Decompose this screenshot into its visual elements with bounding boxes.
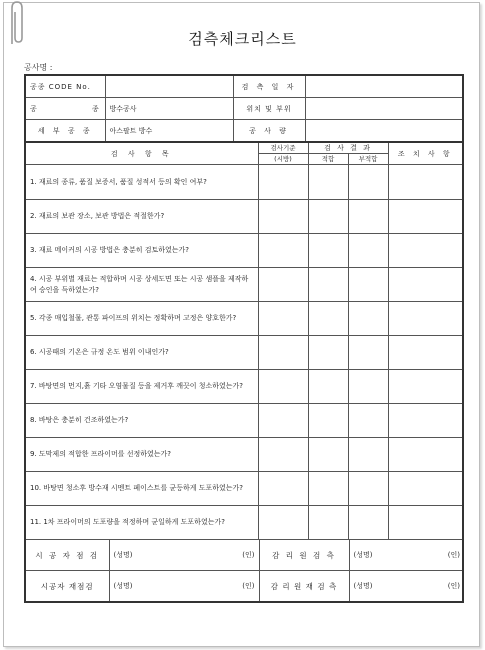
check-item: 3. 재료 메이커의 시공 방법은 충분히 검토하였는가? <box>25 234 258 268</box>
criteria-cell[interactable] <box>258 302 308 336</box>
action-cell[interactable] <box>388 165 463 200</box>
pass-cell[interactable] <box>308 234 348 268</box>
info-value[interactable] <box>305 120 463 143</box>
criteria-cell[interactable] <box>258 370 308 404</box>
action-cell[interactable] <box>388 404 463 438</box>
pass-cell[interactable] <box>308 472 348 506</box>
seal-placeholder: (인) <box>242 582 255 590</box>
document-title: 검측체크리스트 <box>188 30 297 48</box>
info-row <box>25 98 463 120</box>
criteria-cell[interactable] <box>258 336 308 370</box>
result-header: 검 사 결 과 <box>308 142 388 154</box>
supervisor-recheck-label: 감 리 원 재 검 측 <box>259 571 349 601</box>
info-label: 세 부 공 종 <box>25 120 105 143</box>
fail-cell[interactable] <box>348 234 388 268</box>
pass-cell[interactable] <box>308 200 348 234</box>
signature-table <box>26 571 464 601</box>
check-item: 11. 1차 프라이머의 도포량을 적정하며 균일하게 도포하였는가? <box>25 506 258 540</box>
contractor-recheck-label: 시공자 재점검 <box>26 571 109 601</box>
pass-cell[interactable] <box>308 165 348 200</box>
action-header: 조 치 사 항 <box>388 142 463 165</box>
table-row <box>25 268 463 302</box>
pass-cell[interactable] <box>308 404 348 438</box>
check-item: 5. 각종 매입철물, 관통 파이프의 위치는 정확하며 고정은 양호한가? <box>25 302 258 336</box>
fail-cell[interactable] <box>348 336 388 370</box>
supervisor-signature-field[interactable] <box>349 540 464 570</box>
signature-row <box>25 571 463 603</box>
info-value[interactable]: 방수공사 <box>105 98 233 120</box>
criteria-header: 검사기준 <box>258 142 308 154</box>
info-value[interactable] <box>305 75 463 98</box>
info-label: 위치 및 부위 <box>233 98 305 120</box>
check-item: 7. 바탕면의 먼지,흙 기타 오염물질 등을 제거후 깨끗이 청소하였는가? <box>25 370 258 404</box>
fail-cell[interactable] <box>348 506 388 540</box>
pass-cell[interactable] <box>308 268 348 302</box>
seal-placeholder: (인) <box>447 582 460 590</box>
criteria-subheader: (시방) <box>258 154 308 165</box>
action-cell[interactable] <box>388 506 463 540</box>
action-cell[interactable] <box>388 370 463 404</box>
check-item: 1. 재료의 종류, 품질 보증서, 품질 성적서 등의 확인 여부? <box>25 165 258 200</box>
contractor-recheck-signature-field[interactable] <box>109 571 259 601</box>
criteria-cell[interactable] <box>258 200 308 234</box>
fail-cell[interactable] <box>348 268 388 302</box>
name-placeholder: (성명) <box>353 551 373 559</box>
name-placeholder: (성명) <box>353 582 373 590</box>
contractor-check-label: 시 공 자 점 검 <box>26 540 109 570</box>
criteria-cell[interactable] <box>258 165 308 200</box>
info-label: 검 측 일 자 <box>233 75 305 98</box>
table-row <box>25 370 463 404</box>
fail-cell[interactable] <box>348 370 388 404</box>
pass-cell[interactable] <box>308 370 348 404</box>
seal-placeholder: (인) <box>447 551 460 559</box>
name-placeholder: (성명) <box>113 551 133 559</box>
pass-cell[interactable] <box>308 506 348 540</box>
criteria-cell[interactable] <box>258 506 308 540</box>
item-header: 검 사 항 목 <box>25 142 258 165</box>
action-cell[interactable] <box>388 302 463 336</box>
criteria-cell[interactable] <box>258 268 308 302</box>
info-label: 공종 CODE No. <box>25 75 105 98</box>
checklist-table <box>24 141 464 603</box>
signature-table <box>26 540 464 570</box>
check-item: 6. 시공때의 기온은 규정 온도 범위 이내인가? <box>25 336 258 370</box>
criteria-cell[interactable] <box>258 472 308 506</box>
supervisor-recheck-signature-field[interactable] <box>349 571 464 601</box>
contractor-signature-field[interactable] <box>109 540 259 570</box>
action-cell[interactable] <box>388 336 463 370</box>
check-item: 2. 재료의 보관 장소, 보관 방법은 적절한가? <box>25 200 258 234</box>
info-row <box>25 75 463 98</box>
table-row <box>25 506 463 540</box>
table-row <box>25 234 463 268</box>
table-row <box>25 472 463 506</box>
table-row <box>25 438 463 472</box>
table-row <box>25 336 463 370</box>
check-item: 9. 도막제의 적합한 프라이머를 선정하였는가? <box>25 438 258 472</box>
header-row <box>25 142 463 154</box>
check-item: 10. 바탕면 청소후 방수재 시멘트 페이스트를 균등하게 도포하였는가? <box>25 472 258 506</box>
info-table <box>24 74 464 143</box>
info-label: 공 사 량 <box>233 120 305 143</box>
name-placeholder: (성명) <box>113 582 133 590</box>
fail-cell[interactable] <box>348 302 388 336</box>
pass-cell[interactable] <box>308 438 348 472</box>
info-value[interactable] <box>105 75 233 98</box>
supervisor-check-label: 감 리 원 검 측 <box>259 540 349 570</box>
info-label: 공 종 <box>25 98 105 120</box>
fail-cell[interactable] <box>348 404 388 438</box>
action-cell[interactable] <box>388 438 463 472</box>
table-row <box>25 165 463 200</box>
action-cell[interactable] <box>388 472 463 506</box>
fail-cell[interactable] <box>348 165 388 200</box>
pass-cell[interactable] <box>308 336 348 370</box>
check-item: 4. 시공 부위별 재료는 적합하며 시공 상세도면 또는 시공 샘플을 제작하여 승인을 득하였는가? <box>25 268 258 302</box>
project-name-label: 공사명 : <box>24 63 53 72</box>
info-value[interactable] <box>305 98 463 120</box>
action-cell[interactable] <box>388 268 463 302</box>
fail-cell[interactable] <box>348 472 388 506</box>
info-row <box>25 120 463 143</box>
table-row <box>25 200 463 234</box>
action-cell[interactable] <box>388 234 463 268</box>
criteria-cell[interactable] <box>258 438 308 472</box>
fail-header: 부적합 <box>348 154 388 165</box>
fail-cell[interactable] <box>348 200 388 234</box>
table-row <box>25 404 463 438</box>
criteria-cell[interactable] <box>258 404 308 438</box>
info-value[interactable]: 아스팔트 방수 <box>105 120 233 143</box>
table-row <box>25 302 463 336</box>
fail-cell[interactable] <box>348 438 388 472</box>
pass-cell[interactable] <box>308 302 348 336</box>
seal-placeholder: (인) <box>242 551 255 559</box>
pass-header: 적합 <box>308 154 348 165</box>
action-cell[interactable] <box>388 200 463 234</box>
signature-row <box>25 540 463 571</box>
check-item: 8. 바탕은 충분히 건조하였는가? <box>25 404 258 438</box>
criteria-cell[interactable] <box>258 234 308 268</box>
